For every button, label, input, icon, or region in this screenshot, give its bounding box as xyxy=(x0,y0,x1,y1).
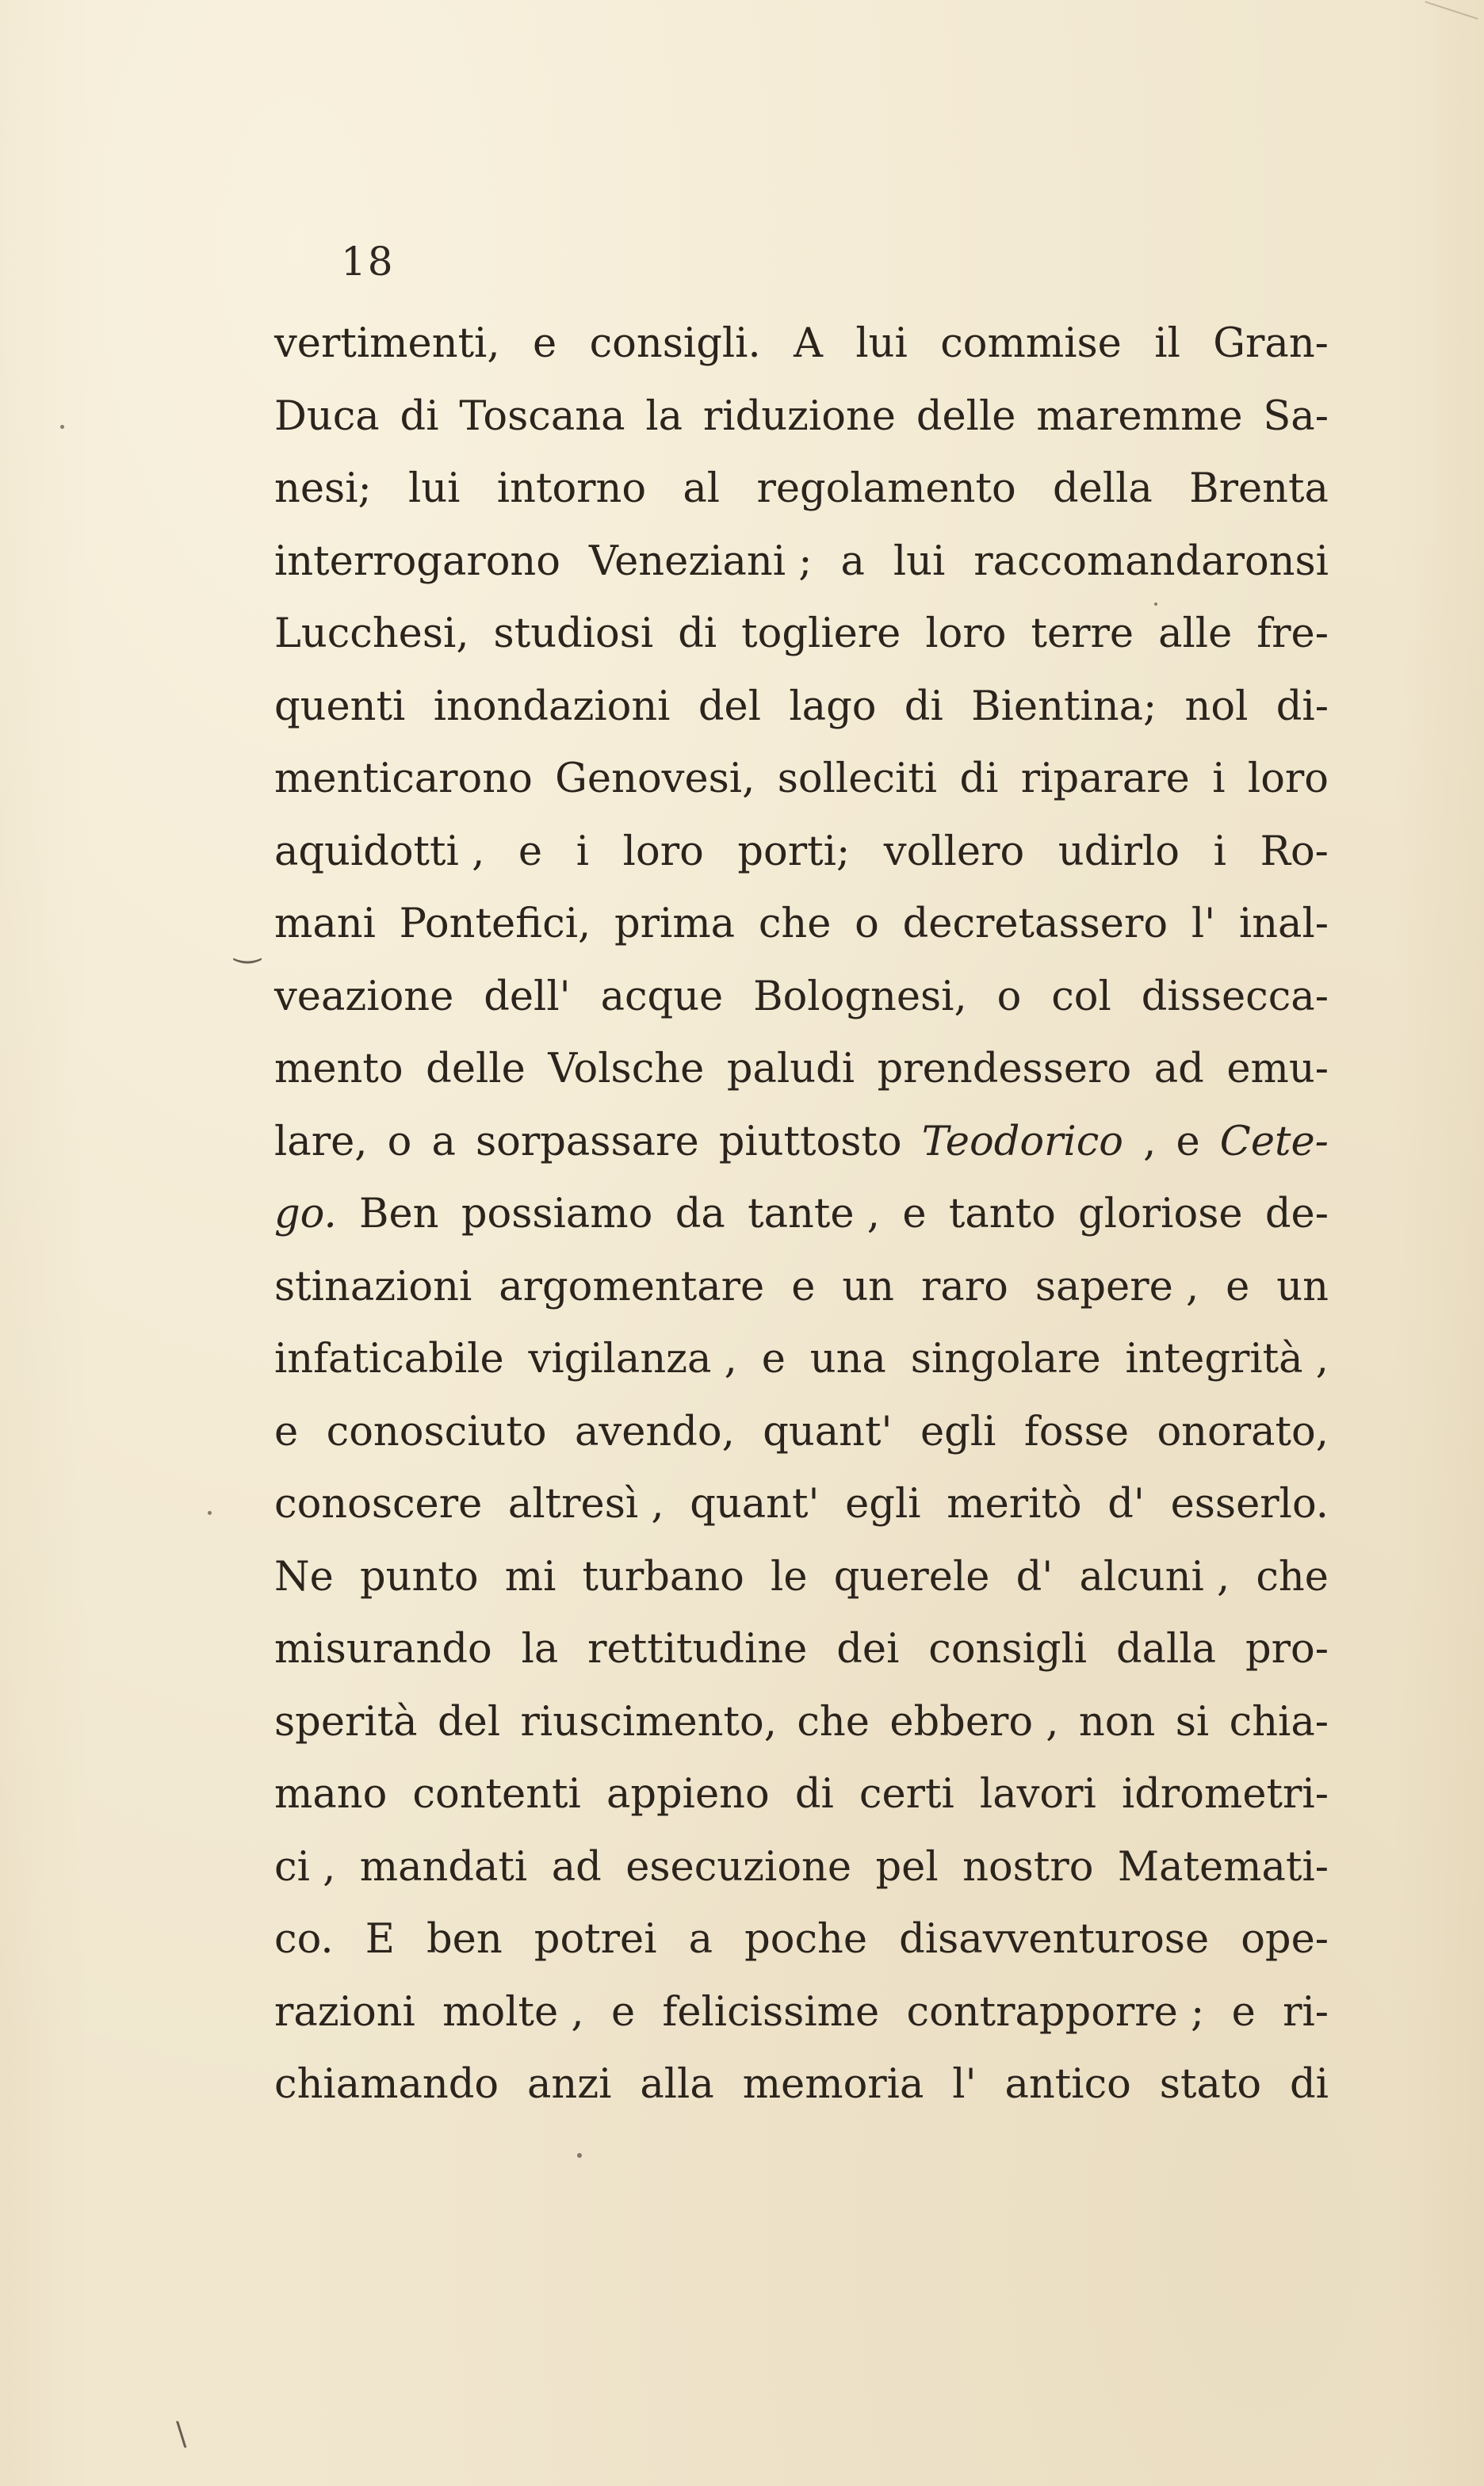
word: consigli xyxy=(928,1626,1088,1673)
word: e xyxy=(274,1408,299,1455)
text-line xyxy=(274,598,1329,671)
word: pel xyxy=(875,1843,939,1891)
word: o xyxy=(855,901,879,947)
word: vigilanza , xyxy=(528,1336,737,1383)
word: quenti xyxy=(274,683,406,730)
word: de- xyxy=(1264,1191,1329,1237)
word: chia- xyxy=(1229,1698,1329,1746)
word: felicissime xyxy=(662,1988,880,2036)
word: memoria xyxy=(742,2061,924,2108)
word: gloriose xyxy=(1078,1191,1243,1237)
word: la xyxy=(645,392,683,440)
word: certi xyxy=(859,1771,954,1818)
word: il xyxy=(1154,320,1180,367)
word: mano xyxy=(274,1771,388,1818)
word: rettitudine xyxy=(587,1626,808,1673)
text-line xyxy=(274,743,1329,816)
text-line xyxy=(274,1686,1329,1759)
word: sapere , xyxy=(1035,1263,1199,1310)
word: e xyxy=(610,1988,636,2036)
word: avendo, xyxy=(575,1408,735,1455)
body-text xyxy=(274,308,1329,2121)
word: lui xyxy=(855,320,908,367)
word: aquidotti , xyxy=(274,828,485,875)
word: col xyxy=(1051,973,1111,1020)
word: esserlo. xyxy=(1170,1481,1329,1528)
word: Toscana xyxy=(459,392,625,440)
word: meritò xyxy=(947,1481,1082,1528)
text-line xyxy=(274,1758,1329,1831)
word: stinazioni xyxy=(274,1263,472,1310)
word: a xyxy=(840,537,865,585)
paper-speck xyxy=(208,1511,212,1515)
word: del xyxy=(438,1698,501,1746)
word: chiamando xyxy=(274,2061,499,2108)
page-corner-crease xyxy=(1425,0,1484,20)
word: Duca xyxy=(274,392,380,440)
word: appieno xyxy=(606,1771,770,1818)
word: di xyxy=(794,1771,834,1818)
word: fre- xyxy=(1256,610,1329,657)
word: esecuzione xyxy=(625,1843,852,1891)
word: potrei xyxy=(534,1916,657,1963)
word: un xyxy=(1276,1263,1329,1310)
word: dei xyxy=(836,1626,900,1673)
word: tanto xyxy=(948,1191,1056,1237)
word: mento xyxy=(274,1046,404,1092)
word: a xyxy=(431,1118,456,1165)
word: poche xyxy=(744,1916,868,1963)
word: al xyxy=(683,465,721,512)
word: emu- xyxy=(1226,1046,1329,1092)
word: ad xyxy=(1153,1046,1204,1092)
word: i xyxy=(576,828,590,875)
word: ci , xyxy=(274,1843,336,1891)
word: pro- xyxy=(1245,1626,1329,1673)
word: mandati xyxy=(359,1843,528,1891)
word: delle xyxy=(916,392,1016,440)
word: co. xyxy=(274,1916,334,1963)
word: e xyxy=(902,1191,927,1237)
word: ad xyxy=(551,1843,602,1891)
word: Sa- xyxy=(1263,392,1329,440)
word: si xyxy=(1175,1698,1210,1746)
word: Brenta xyxy=(1189,465,1329,512)
word: nesi; xyxy=(274,465,372,512)
text-line xyxy=(274,1396,1329,1469)
word: Teodorico xyxy=(921,1118,1124,1165)
word: ebbero , xyxy=(889,1698,1059,1746)
text-line xyxy=(274,453,1329,526)
word: idrometri- xyxy=(1121,1771,1329,1818)
word: lui xyxy=(893,537,946,585)
word: ope- xyxy=(1241,1916,1329,1963)
word: a xyxy=(688,1916,713,1963)
text-line xyxy=(274,1976,1329,2049)
word: prendessero xyxy=(877,1046,1132,1092)
word: di xyxy=(678,610,717,657)
word: sperità xyxy=(274,1698,418,1746)
word: turbano xyxy=(582,1553,744,1601)
word: altresì , xyxy=(507,1481,664,1528)
word: argomentare xyxy=(499,1263,765,1310)
word: Ro- xyxy=(1260,828,1329,875)
word: dissecca- xyxy=(1141,973,1329,1020)
text-line xyxy=(274,1106,1329,1179)
word: d' xyxy=(1107,1481,1145,1528)
text-line xyxy=(274,1251,1329,1324)
word: possiamo xyxy=(461,1191,653,1237)
word: del xyxy=(698,683,761,730)
word: Bientina; xyxy=(971,683,1157,730)
word: d' xyxy=(1015,1553,1054,1601)
word: commise xyxy=(940,320,1122,367)
paper-speck xyxy=(577,2153,582,2158)
word: Ben xyxy=(359,1191,439,1237)
word: sorpassare xyxy=(476,1118,699,1165)
text-line xyxy=(274,961,1329,1034)
text-line xyxy=(274,816,1329,889)
word: loro xyxy=(1247,755,1329,802)
word: prima xyxy=(614,901,736,947)
word: e xyxy=(533,320,557,367)
word: singolare xyxy=(910,1336,1101,1383)
word: intorno xyxy=(496,465,647,512)
word: o xyxy=(387,1118,412,1165)
word: loro xyxy=(622,828,704,875)
word: di xyxy=(1289,2061,1329,2108)
word: stato xyxy=(1159,2061,1262,2108)
word: della xyxy=(1052,465,1153,512)
word: Lucchesi, xyxy=(274,610,469,657)
word: dell' xyxy=(484,973,571,1020)
word: riparare xyxy=(1020,755,1190,802)
text-line xyxy=(274,381,1329,453)
word: regolamento xyxy=(756,465,1016,512)
word: le xyxy=(771,1553,808,1601)
word: e xyxy=(761,1336,786,1383)
word: la xyxy=(521,1626,559,1673)
word: veazione xyxy=(274,973,454,1020)
word: paludi xyxy=(726,1046,855,1092)
word: nostro xyxy=(962,1843,1094,1891)
word: terre xyxy=(1031,610,1134,657)
text-line xyxy=(274,888,1329,961)
word: egli xyxy=(845,1481,921,1528)
word: tante , xyxy=(748,1191,880,1237)
word: anzi xyxy=(527,2061,612,2108)
word: E xyxy=(365,1916,395,1963)
word: l' xyxy=(1191,901,1216,947)
paper-speck xyxy=(1154,602,1157,606)
word: riuscimento, xyxy=(520,1698,777,1746)
word: , xyxy=(1143,1118,1157,1165)
word: quant' xyxy=(763,1408,893,1455)
word: e xyxy=(1226,1263,1250,1310)
word: decretassero xyxy=(902,901,1168,947)
word: e xyxy=(791,1263,816,1310)
word: riduzione xyxy=(702,392,896,440)
word: disavventurose xyxy=(899,1916,1210,1963)
word: interrogarono xyxy=(274,537,560,585)
word: inal- xyxy=(1238,901,1329,947)
text-line xyxy=(274,2048,1329,2121)
word: fosse xyxy=(1023,1408,1130,1455)
word: acque xyxy=(600,973,724,1020)
word: delle xyxy=(426,1046,526,1092)
word: piuttosto xyxy=(718,1118,902,1165)
word: Genovesi, xyxy=(555,755,755,802)
word: non xyxy=(1078,1698,1156,1746)
word: ben xyxy=(426,1916,503,1963)
word: e xyxy=(1176,1118,1200,1165)
word: che xyxy=(758,901,832,947)
word: lui xyxy=(408,465,461,512)
word: vollero xyxy=(883,828,1025,875)
word: un xyxy=(842,1263,895,1310)
word: onorato, xyxy=(1157,1408,1329,1455)
text-line xyxy=(274,1613,1329,1686)
word: menticarono xyxy=(274,755,533,802)
text-line xyxy=(274,1831,1329,1904)
word: egli xyxy=(920,1408,996,1455)
word: che xyxy=(1256,1553,1329,1601)
word: Ne xyxy=(274,1553,334,1601)
text-line xyxy=(274,1323,1329,1396)
word: una xyxy=(809,1336,886,1383)
text-line xyxy=(274,1903,1329,1976)
word: A xyxy=(794,320,823,367)
word: mani xyxy=(274,901,376,947)
word: contenti xyxy=(412,1771,581,1818)
word: e xyxy=(518,828,543,875)
word: Volsche xyxy=(548,1046,705,1092)
page-number: 18 xyxy=(341,239,395,285)
word: lavori xyxy=(979,1771,1096,1818)
word: misurando xyxy=(274,1626,492,1673)
word: solleciti xyxy=(777,755,938,802)
word: loro xyxy=(925,610,1007,657)
word: conosciuto xyxy=(326,1408,547,1455)
word: lago xyxy=(789,683,877,730)
word: quant' xyxy=(690,1481,820,1528)
text-line xyxy=(274,1033,1329,1106)
word: alle xyxy=(1158,610,1233,657)
word: Pontefici, xyxy=(399,901,591,947)
word: lare, xyxy=(274,1118,368,1165)
word: inondazioni xyxy=(433,683,671,730)
word: i xyxy=(1212,755,1226,802)
text-line xyxy=(274,526,1329,599)
word: contrapporre ; xyxy=(906,1988,1205,2036)
word: Cete- xyxy=(1219,1118,1329,1165)
word: maremme xyxy=(1036,392,1243,440)
margin-tick-mark: \ xyxy=(176,2416,187,2453)
word: antico xyxy=(1004,2061,1131,2108)
word: e xyxy=(1231,1988,1256,2036)
word: porti; xyxy=(737,828,851,875)
word: querele xyxy=(833,1553,990,1601)
word: da xyxy=(675,1191,725,1237)
word: Veneziani ; xyxy=(588,537,813,585)
text-line xyxy=(274,1468,1329,1541)
word: alla xyxy=(640,2061,714,2108)
text-line xyxy=(274,1541,1329,1614)
word: di- xyxy=(1276,683,1329,730)
word: o xyxy=(996,973,1022,1020)
word: dalla xyxy=(1116,1626,1217,1673)
word: integrità , xyxy=(1125,1336,1329,1383)
word: di xyxy=(904,683,943,730)
word: Bolognesi, xyxy=(753,973,967,1020)
word: infaticabile xyxy=(274,1336,504,1383)
word: l' xyxy=(952,2061,977,2108)
word: conoscere xyxy=(274,1481,483,1528)
word: udirlo xyxy=(1058,828,1180,875)
margin-dash-mark: ‿ xyxy=(235,927,261,964)
text-line xyxy=(274,1178,1329,1251)
word: nol xyxy=(1184,683,1249,730)
word: razioni xyxy=(274,1988,415,2036)
word: togliere xyxy=(741,610,901,657)
word: i xyxy=(1213,828,1226,875)
word: go. xyxy=(274,1191,337,1237)
word: che xyxy=(797,1698,870,1746)
word: ri- xyxy=(1283,1988,1329,2036)
text-line xyxy=(274,308,1329,381)
word: di xyxy=(400,392,439,440)
word: punto xyxy=(359,1553,479,1601)
text-line xyxy=(274,671,1329,744)
word: di xyxy=(959,755,999,802)
paper-speck xyxy=(60,425,64,429)
word: mi xyxy=(504,1553,556,1601)
word: studiosi xyxy=(493,610,654,657)
word: alcuni , xyxy=(1079,1553,1230,1601)
word: Matemati- xyxy=(1117,1843,1329,1891)
word: Gran- xyxy=(1213,320,1329,367)
word: raro xyxy=(920,1263,1008,1310)
word: molte , xyxy=(442,1988,584,2036)
word: vertimenti, xyxy=(274,320,500,367)
word: raccomandaronsi xyxy=(973,537,1329,585)
word: consigli. xyxy=(589,320,761,367)
